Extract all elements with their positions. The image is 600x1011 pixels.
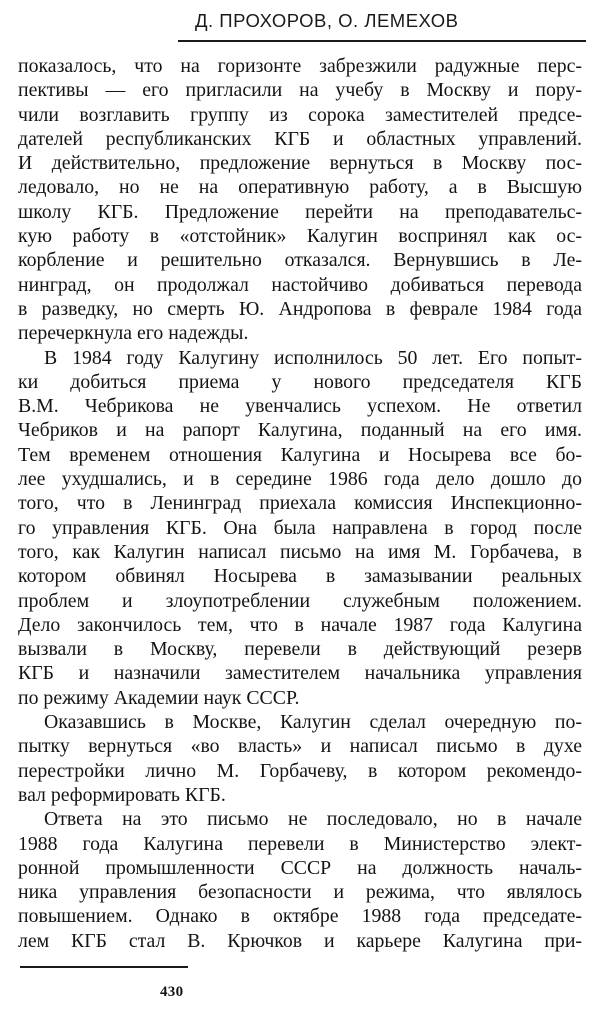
text-line: В.М. Чебрикова не увенчались успехом. Не ответил [18,395,582,418]
text-line: И действительно, предложение вернуться в Москву пос- [18,152,582,175]
text-line: дателей республиканских КГБ и областных управлений. [18,127,582,150]
text-line: В 1984 году Калугину исполнилось 50 лет. Его попыт- [44,346,582,369]
text-line: пытку вернуться «во власть» и написал письмо в духе [18,735,582,758]
text-line: по режиму Академии наук СССР. [18,686,300,709]
text-line: школу КГБ. Предложение перейти на преподавательс- [18,200,582,223]
text-line: нинград, он продолжал настойчиво добиваться перевода [18,273,582,296]
text-line: перестройки лично М. Горбачеву, в котором рекомендо- [18,759,582,782]
text-line: вал реформировать КГБ. [18,783,226,806]
running-header: Д. ПРОХОРОВ, О. ЛЕМЕХОВ [195,10,459,31]
text-line: пективы — его пригласили на учебу в Москву и пору- [18,79,582,102]
text-line: кую работу в «отстойник» Калугин воспринял как ос- [18,225,582,248]
text-line: ледовало, но не на оперативную работу, а в Высшую [18,176,582,199]
text-line: чили возглавить группу из сорока заместителей предсе- [18,103,582,126]
text-line: повышением. Однако в октябре 1988 года председате- [18,905,582,928]
text-line: го управления КГБ. Она была направлена в город после [18,516,582,539]
page-number: 430 [160,984,184,1000]
text-line: того, как Калугин написал письмо на имя М. Горбачева, в [18,540,582,563]
body-text [18,54,582,953]
header-rule [178,40,586,42]
text-line: проблем и злоупотреблении служебным положением. [18,589,582,612]
footnote-rule [20,966,188,968]
text-line: ки добиться приема у нового председателя КГБ [18,370,582,393]
text-line: показалось, что на горизонте забрезжили радужные перс- [18,55,582,77]
text-line: в разведку, но смерть Ю. Андропова в феврале 1984 года [18,297,582,320]
text-line: ника управления безопасности и режима, что являлось [18,881,582,904]
text-line: Тем временем отношения Калугина и Носырева все бо- [18,443,582,466]
text-line: котором обвинял Носырева в замазывании реальных [18,565,582,588]
text-line: лем КГБ стал В. Крючков и карьере Калугина при- [18,929,582,952]
text-line: перечеркнула его надежды. [18,322,249,345]
text-line: Дело закончилось тем, что в начале 1987 года Калугина [18,613,582,636]
text-line: лее ухудшались, и в середине 1986 года дело дошло до [18,468,582,491]
text-line: корбление и решительно отказался. Вернувшись в Ле- [18,249,582,272]
text-line: ронной промышленности СССР на должность началь- [18,856,582,879]
text-line: 1988 года Калугина перевели в Министерство элект- [18,832,582,855]
text-line: КГБ и назначили заместителем начальника управления [18,662,582,685]
text-line: вызвали в Москву, перевели в действующий резерв [18,638,582,661]
text-line: Ответа на это письмо не последовало, но в начале [44,808,582,831]
text-line: Оказавшись в Москве, Калугин сделал очередную по- [44,711,582,734]
text-line: Чебриков и на рапорт Калугина, поданный на его имя. [18,419,582,442]
text-line: того, что в Ленинград приехала комиссия Инспекционно- [18,492,582,515]
